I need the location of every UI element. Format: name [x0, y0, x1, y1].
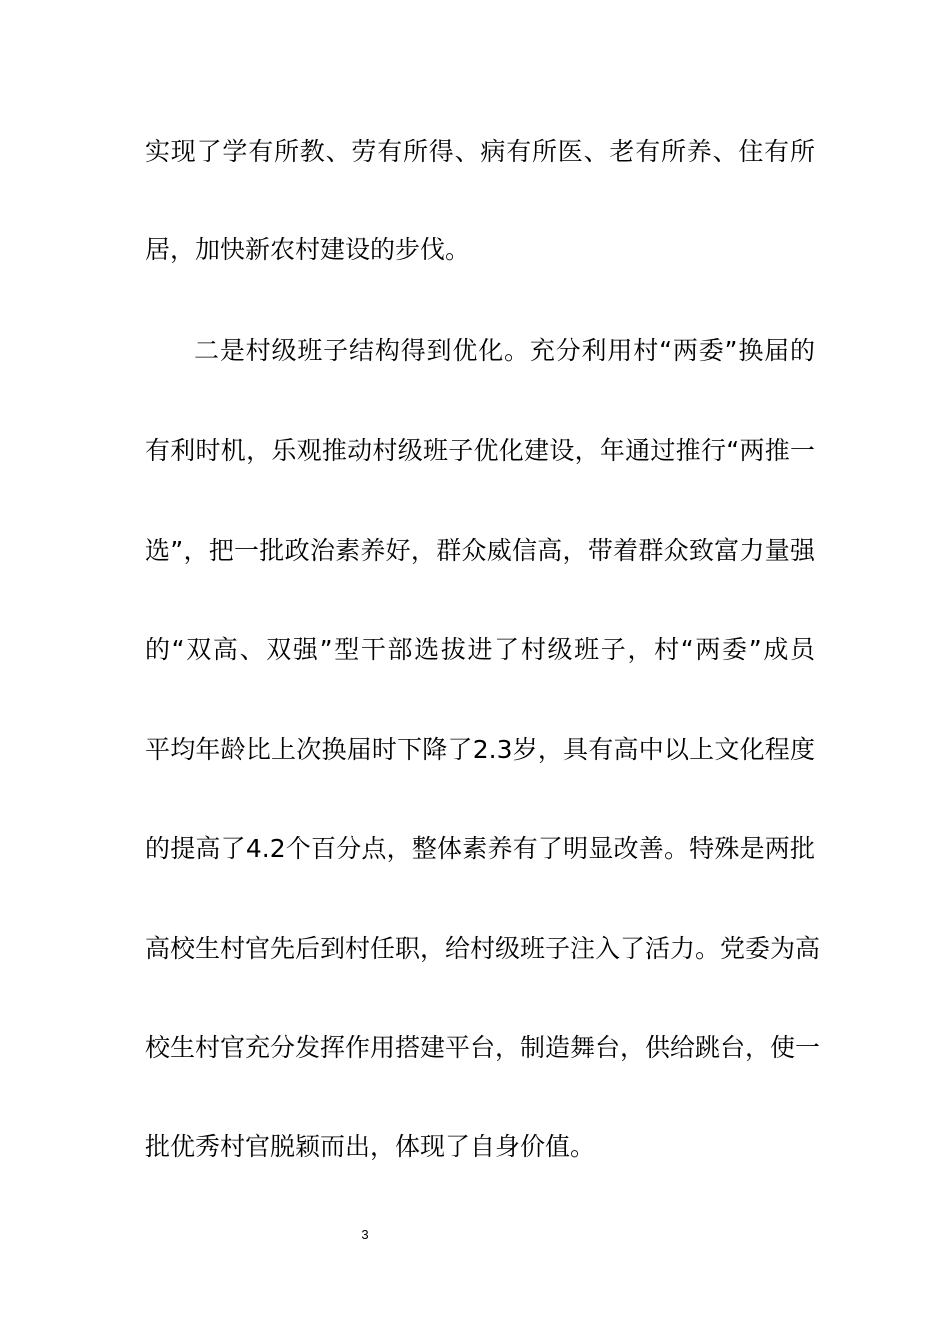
text-line-3: 二是村级班子结构得到优化。充分利用村“两委”换届的 [194, 336, 815, 365]
text-line-4: 有利时机，乐观推动村级班子优化建设，年通过推行“两推一 [145, 436, 815, 465]
text-line-11: 批优秀村官脱颖而出，体现了自身价值。 [145, 1132, 596, 1161]
text-line-8: 的提高了4.2个百分点，整体素养有了明显改善。特殊是两批 [145, 834, 815, 863]
text-line-1: 实现了学有所教、劳有所得、病有所医、老有所养、住有所 [145, 137, 815, 166]
text-line-7: 平均年龄比上次换届时下降了2.3岁，具有高中以上文化程度 [145, 735, 815, 764]
text-line-2: 居，加快新农村建设的步伐。 [145, 235, 471, 264]
text-line-5: 选”，把一批政治素养好，群众威信高，带着群众致富力量强 [145, 536, 815, 565]
page-number: 3 [361, 1227, 369, 1242]
text-line-10: 校生村官充分发挥作用搭建平台，制造舞台，供给跳台，使一 [145, 1033, 821, 1062]
text-line-9: 高校生村官先后到村任职，给村级班子注入了活力。党委为高 [145, 934, 821, 963]
text-line-6: 的“双高、双强”型干部选拔进了村级班子，村“两委”成员 [145, 635, 815, 664]
